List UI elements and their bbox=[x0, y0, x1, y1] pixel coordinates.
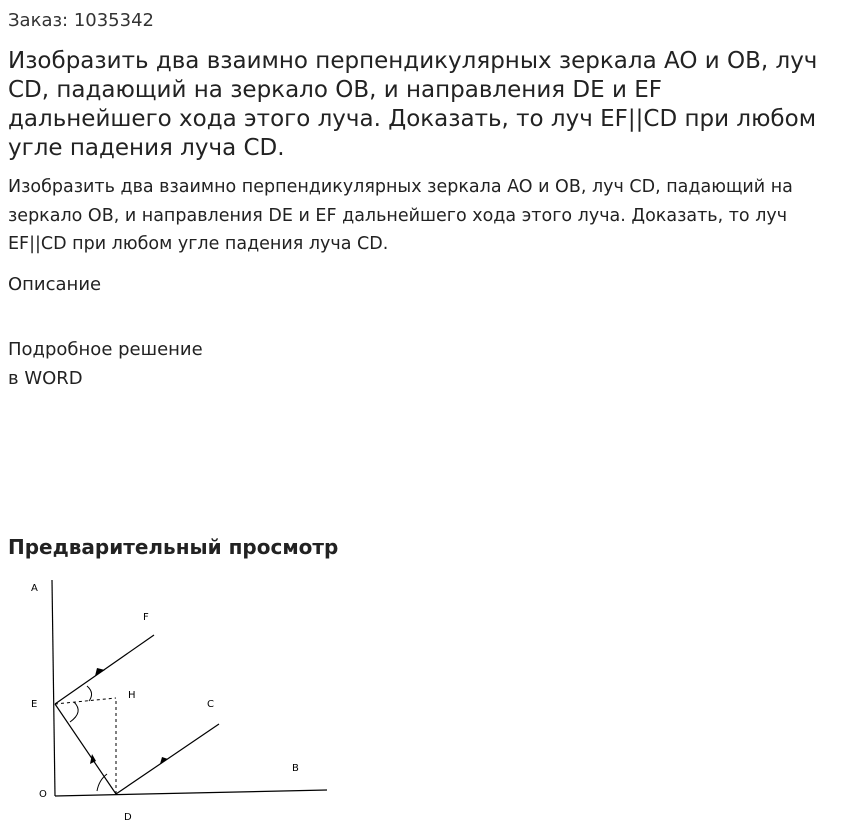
ray-de bbox=[55, 704, 116, 794]
arrow-ef bbox=[95, 668, 105, 676]
solution-line-2: в WORD bbox=[8, 368, 83, 389]
mirror-ob bbox=[55, 790, 327, 796]
preview-image bbox=[24, 572, 344, 828]
angle-arc-d bbox=[97, 774, 107, 791]
solution-info bbox=[8, 335, 203, 393]
label-h: H bbox=[128, 690, 136, 701]
ray-ef bbox=[55, 635, 154, 704]
label-e: E bbox=[31, 699, 38, 710]
arrow-cd bbox=[160, 757, 168, 764]
label-c: C bbox=[207, 699, 214, 710]
task-title: Изобразить два взаимно перпендикулярных зеркала AO и OB, луч CD, падающий на зеркало OB, и направления DE и EF дальнейшего хода этого луча. Доказать, то луч EF||CD при любом угле падения луча CD. bbox=[8, 48, 818, 161]
task-description: Изобразить два взаимно перпендикулярных зеркала AO и OB, луч CD, падающий на зеркало OB, и направления DE и EF дальнейшего хода этого луча. Доказать, то луч EF||CD при любом угле падения луча CD. bbox=[8, 177, 793, 254]
angle-arc-e-lower bbox=[70, 702, 78, 722]
angle-arc-e-upper bbox=[87, 686, 92, 701]
normal-eh bbox=[55, 698, 116, 704]
preview-heading: Предварительный просмотр bbox=[8, 535, 339, 559]
label-o: O bbox=[39, 789, 47, 800]
label-f: F bbox=[143, 612, 149, 623]
label-a: A bbox=[31, 583, 38, 594]
mirror-ao bbox=[52, 580, 55, 796]
description-label: Описание bbox=[8, 274, 102, 295]
solution-line-1: Подробное решение bbox=[8, 339, 203, 360]
label-b: B bbox=[292, 763, 299, 774]
mirror-diagram bbox=[24, 572, 344, 828]
label-d: D bbox=[124, 812, 132, 823]
order-number: Заказ: 1035342 bbox=[8, 10, 154, 31]
